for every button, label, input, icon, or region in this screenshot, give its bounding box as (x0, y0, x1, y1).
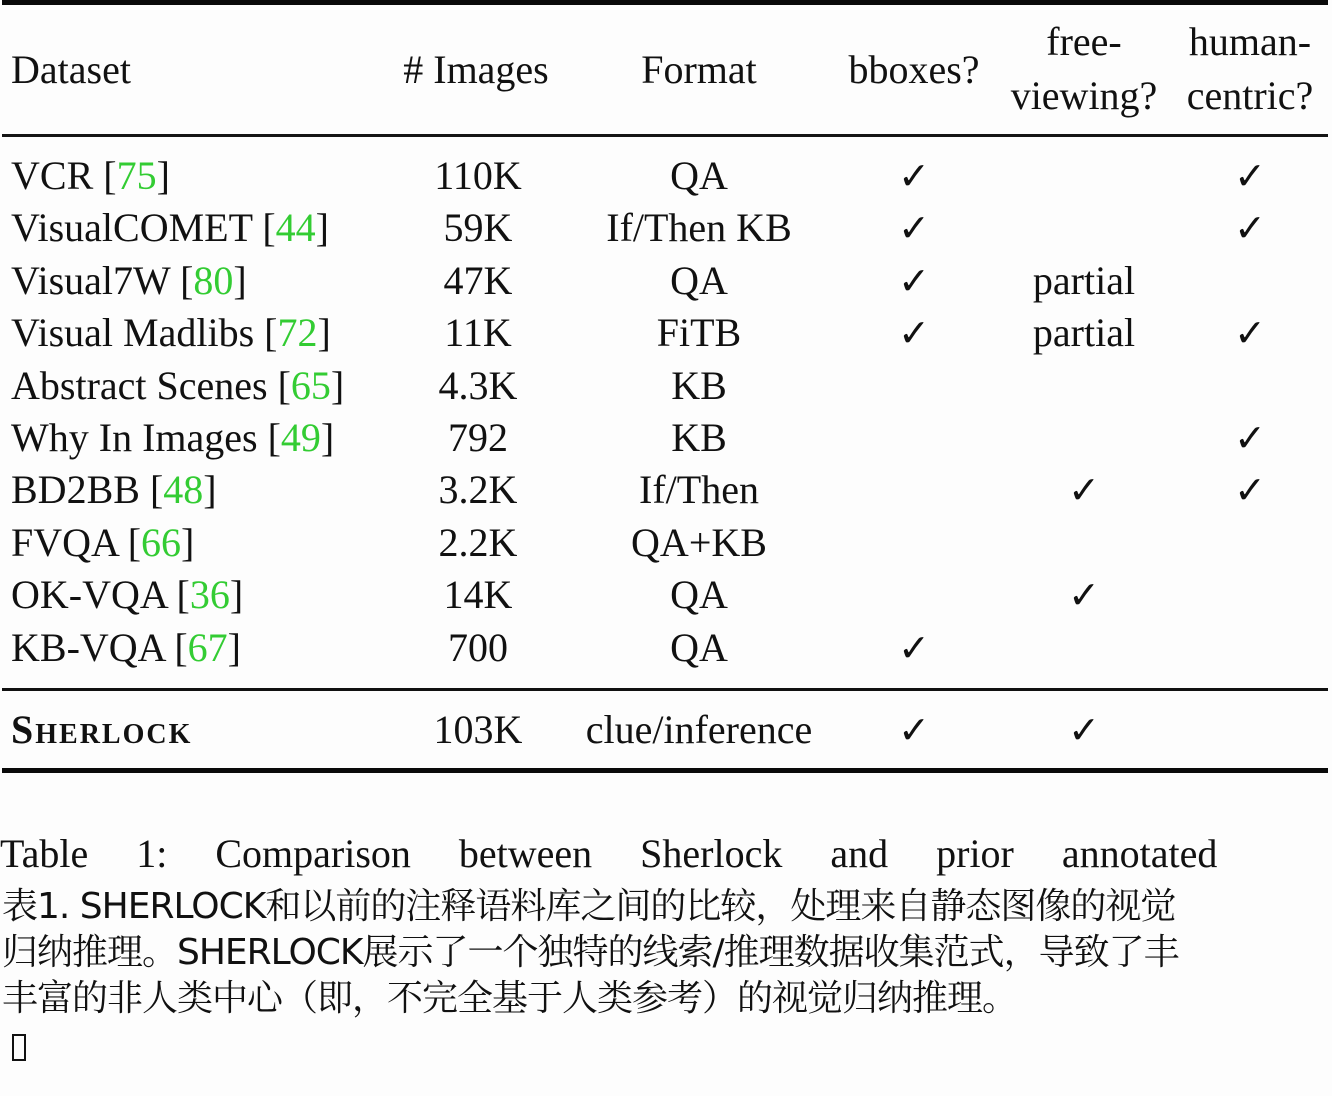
dataset-name (11, 307, 331, 359)
header-free-viewing-line2: viewing? (1010, 73, 1158, 118)
english-caption-cropped (0, 826, 1332, 876)
citation-bracket-close: ] (320, 415, 335, 460)
dataset-label: KB-VQA (11, 625, 165, 670)
header-format: Format (641, 47, 757, 92)
format-cell: If/Then (639, 467, 759, 512)
dataset-label: VisualCOMET (11, 205, 253, 250)
dataset-name (11, 360, 344, 412)
citation-bracket-close: ] (156, 153, 170, 198)
citation-link[interactable]: 67 (187, 625, 228, 670)
free-viewing-check-icon: ✓ (1068, 468, 1100, 512)
citation-bracket-open: [ (93, 153, 117, 198)
dataset-label: Visual Madlibs (11, 310, 255, 355)
images-cell: 47K (443, 258, 513, 303)
dataset-label: VCR (11, 153, 94, 198)
table-top-rule (2, 0, 1328, 5)
citation-bracket-close: ] (315, 205, 329, 250)
separator-rule (2, 688, 1328, 691)
human-centric-check-icon: ✓ (1234, 468, 1266, 512)
chinese-caption-line-3: 丰富的非人类中心（即，不完全基于人类参考）的视觉归纳推理。 (2, 978, 1018, 1019)
dataset-name (11, 202, 329, 254)
format-cell: QA (670, 572, 728, 617)
header-dataset: Dataset (11, 47, 131, 92)
table-bottom-rule (2, 768, 1328, 773)
format-cell: If/Then KB (606, 205, 792, 250)
citation-bracket-close: ] (317, 310, 331, 355)
free-viewing-check-icon: ✓ (1068, 573, 1100, 617)
chinese-caption-line-2: 归纳推理。SHERLOCK展示了一个独特的线索/推理数据收集范式，导致了丰 (2, 932, 1179, 973)
ours-free-viewing-check-icon: ✓ (1068, 708, 1100, 752)
citation-bracket-open: [ (164, 625, 188, 670)
images-cell: 792 (448, 415, 508, 460)
citation-bracket-close: ] (229, 572, 244, 617)
citation-bracket-close: ] (233, 258, 247, 303)
citation-bracket-close: ] (227, 625, 241, 670)
free-viewing-cell: partial (1032, 258, 1136, 303)
citation-bracket-open: [ (170, 258, 194, 303)
bboxes-check-icon: ✓ (898, 259, 930, 303)
citation-bracket-close: ] (203, 467, 217, 512)
header-free-viewing-line1: free- (1046, 19, 1122, 64)
header-human-centric-line2: centric? (1186, 73, 1314, 118)
bboxes-check-icon: ✓ (898, 206, 930, 250)
dataset-name (11, 622, 241, 674)
human-centric-check-icon: ✓ (1234, 154, 1266, 198)
bboxes-check-icon: ✓ (898, 154, 930, 198)
citation-bracket-open: [ (166, 572, 190, 617)
images-cell: 110K (434, 153, 522, 198)
ours-bboxes-check-icon: ✓ (898, 708, 930, 752)
images-cell: 700 (448, 625, 508, 670)
images-cell: 14K (443, 572, 513, 617)
bboxes-check-icon: ✓ (898, 311, 930, 355)
format-cell: KB (671, 415, 727, 460)
human-centric-check-icon: ✓ (1234, 416, 1266, 460)
chinese-caption (2, 884, 1330, 1022)
citation-link[interactable]: 72 (277, 310, 318, 355)
dataset-label: Abstract Scenes (11, 363, 268, 408)
dataset-name (11, 569, 243, 621)
images-cell: 4.3K (438, 363, 518, 408)
citation-bracket-close: ] (330, 363, 345, 408)
free-viewing-cell: partial (1032, 310, 1136, 355)
dataset-name (11, 412, 334, 464)
dataset-name (11, 255, 247, 307)
bboxes-check-icon: ✓ (898, 626, 930, 670)
human-centric-check-icon: ✓ (1234, 206, 1266, 250)
citation-link[interactable]: 36 (189, 572, 230, 617)
citation-link[interactable]: 49 (280, 415, 321, 460)
dataset-label: BD2BB (11, 467, 140, 512)
format-cell: FiTB (656, 310, 742, 355)
format-cell: QA (670, 258, 728, 303)
citation-bracket-close: ] (181, 520, 195, 565)
dataset-label: OK-VQA (11, 572, 167, 617)
citation-link[interactable]: 80 (193, 258, 234, 303)
citation-bracket-open: [ (117, 520, 142, 565)
images-cell: 2.2K (438, 520, 518, 565)
dataset-name (11, 150, 170, 202)
citation-link[interactable]: 66 (141, 520, 182, 565)
format-cell: QA (670, 625, 728, 670)
citation-bracket-open: [ (254, 310, 278, 355)
header-bboxes: bboxes? (848, 47, 980, 92)
dataset-label: Why In Images (11, 415, 258, 460)
dataset-label: Visual7W (11, 258, 171, 303)
citation-bracket-open: [ (252, 205, 276, 250)
header-human-centric-line1: human- (1188, 19, 1312, 64)
citation-link[interactable]: 48 (163, 467, 204, 512)
citation-bracket-open: [ (257, 415, 281, 460)
format-cell: QA (670, 153, 728, 198)
citation-bracket-open: [ (267, 363, 291, 408)
citation-link[interactable]: 65 (290, 363, 331, 408)
format-cell: QA+KB (631, 520, 767, 565)
dataset-name (11, 464, 217, 516)
missing-glyph-box-icon (12, 1034, 26, 1061)
images-cell: 3.2K (438, 467, 518, 512)
images-cell: 59K (443, 205, 513, 250)
ours-images: 103K (433, 707, 523, 752)
format-cell: KB (671, 363, 727, 408)
header-rule (2, 134, 1328, 137)
citation-link[interactable]: 44 (275, 205, 316, 250)
ours-format: clue/inference (585, 707, 813, 752)
citation-link[interactable]: 75 (116, 153, 157, 198)
ours-dataset-name: Sherlock (11, 707, 193, 752)
english-caption-text: Table 1: Comparison between Sherlock and prior annotated (0, 831, 1218, 876)
human-centric-check-icon: ✓ (1234, 311, 1266, 355)
dataset-name (11, 517, 194, 569)
header-images: # Images (403, 47, 549, 92)
chinese-caption-line-1: 表1. SHERLOCK和以前的注释语料库之间的比较，处理来自静态图像的视觉 (2, 886, 1176, 927)
dataset-label: FVQA (11, 520, 118, 565)
images-cell: 11K (444, 310, 512, 355)
citation-bracket-open: [ (139, 467, 164, 512)
